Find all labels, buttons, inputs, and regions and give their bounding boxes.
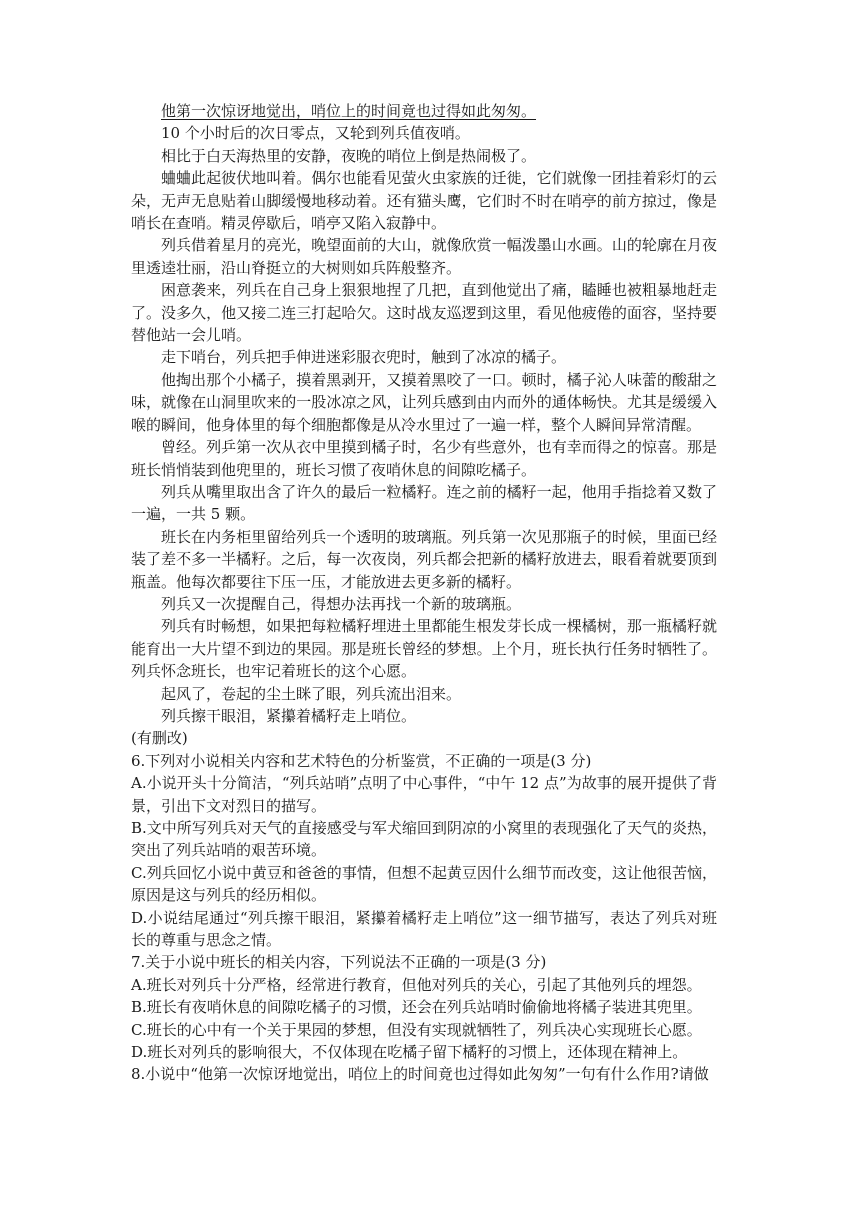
passage-paragraph-7: 走下哨台，列兵把手伸进迷彩服衣兜时，触到了冰凉的橘子。 — [161, 348, 567, 367]
passage-paragraph-15: 列兵擦干眼泪，紧攥着橘籽走上哨位。 — [161, 706, 417, 725]
passage-paragraph-14: 起风了，卷起的尘土眯了眼，列兵流出泪来。 — [161, 684, 462, 703]
passage-paragraph-10: 列兵从嘴里取出含了许久的最后一粒橘籽。连之前的橘籽一起，他用手指捻着又数了一遍，一共 5 颗。 — [131, 482, 717, 524]
question-6-option-b: B.文中所写列兵对天气的直接感受与军犬缩回到阴凉的小窝里的表现强化了天气的炎热，突出了列兵站哨的艰苦环境。 — [131, 819, 717, 860]
passage-paragraph-5: 列兵借着星月的亮光，晚望面前的大山，就像欣赏一幅泼墨山水画。山的轮廓在月夜里透逵壮丽，沿山脊挺立的大树则如兵阵般整齐。 — [131, 236, 717, 277]
passage-paragraph-1: 他第一次惊讶地觉出，哨位上的时间竟也过得如此匆匆。 — [161, 102, 537, 120]
question-8-stem: 8.小说中“他第一次惊讶地觉出，哨位上的时间竟也过得如此匆匆”一句有什么作用?请做 — [131, 1065, 709, 1084]
question-6-stem: 6.下列对小说相关内容和艺术特色的分析鉴赏，不正确的一项是(3 分) — [131, 751, 592, 770]
passage-paragraph-9: 曾经。列乒第一次从衣中里摸到橘子时，名少有些意外，也有幸而得之的惊喜。那是班长悄悄装到他兜里的，班长习惯了夜哨休息的间隙吃橘子。 — [131, 438, 717, 479]
passage-paragraph-11: 班长在内务柜里留给列兵一个透明的玻璃瓶。列兵第一次见那瓶子的时候，里面已经装了差不多一半橘籽。之后，每一次夜岗，列兵都会把新的橘籽放进去，眼看着就要顶到瓶盖。他每次都要往下压一压，才能放进去更多新的橘籽。 — [131, 527, 717, 591]
passage-paragraph-8: 他掏出那个小橘子，摸着黑剥开，又摸着黑咬了一口。顿时，橘子沁人味蕾的酸甜之味，就像在山洞里吹来的一股冰凉之风，让列兵感到由内而外的通体畅快。尤其是缓缓入喉的瞬间，他身体里的每个细胞都像是从冷水里过了一遍一样，整个人瞬间异常清醒。 — [131, 370, 717, 434]
question-7-option-c: C.班长的心中有一个关于果园的梦想，但没有实现就牺牲了，列兵决心实现班长心愿。 — [131, 1020, 702, 1039]
question-6-option-a: A.小说开头十分简洁，“列兵站哨”点明了中心事件，“中午 12 点”为故事的展开提供了背景，引出下文对烈日的描写。 — [131, 774, 717, 815]
question-6-option-d: D.小说结尾通过“列兵擦干眼泪，紧攥着橘籽走上哨位”这一细节描写，表达了列兵对班长的尊重与思念之情。 — [131, 908, 717, 950]
question-7-option-d: D.班长对列兵的影响很大，不仅体现在吃橘子留下橘籽的习惯上，还体现在精神上。 — [131, 1043, 688, 1062]
question-7-stem: 7.关于小说中班长的相关内容，下列说法不正确的一项是(3 分) — [131, 953, 547, 972]
question-7-option-b: B.班长有夜哨休息的间隙吃橘子的习惯，还会在列兵站哨时偷偷地将橘子装进其兜里。 — [131, 998, 702, 1017]
adaptation-note: (有删改) — [131, 729, 188, 748]
passage-paragraph-13: 列兵有时畅想，如果把每粒橘籽埋进土里都能生根发芽长成一棵橘树，那一瓶橘籽就能育出一大片望不到边的果园。那是班长曾经的梦想。上个月，班长执行任务时牺牲了。列兵怀念班长，也牢记着班长的这个心愿。 — [131, 617, 717, 681]
passage-paragraph-6: 困意袭来，列兵在自己身上狠狠地捏了几把，直到他觉出了痛，瞌睡也被粗暴地赶走了。没多久，他又接二连三打起哈欠。这时战友巡逻到这里，看见他疲倦的面容，坚持要替他站一会儿哨。 — [131, 281, 717, 345]
passage-paragraph-12: 列兵又一次提醒自己，得想办法再找一个新的玻璃瓶。 — [161, 594, 522, 613]
question-6-option-c: C.列兵回忆小说中黄豆和爸爸的事情，但想不起黄豆因什么细节而改变，这让他很苦恼，原因是这与列兵的经历相似。 — [131, 863, 717, 905]
passage-paragraph-3: 相比于白天海热里的安静，夜晚的哨位上倒是热闹极了。 — [161, 146, 537, 165]
question-7-option-a: A.班长对列兵十分严格，经常进行教育，但他对列兵的关心，引起了其他列兵的埋怨。 — [131, 975, 702, 994]
passage-paragraph-2: 10 个小时后的次日零点，又轮到列兵值夜哨。 — [161, 124, 470, 143]
exam-page — [131, 100, 717, 1086]
passage-paragraph-4: 蛐蛐此起彼伏地叫着。偶尔也能看见萤火虫家族的迁徙，它们就像一团挂着彩灯的云朵，无声无息贴着山脚缓慢地移动着。还有猫头鹰，它们时不时在哨亭的前方掠过，像是哨长在查哨。精灵停歇后，哨亭又陷入寂静中。 — [131, 169, 717, 233]
